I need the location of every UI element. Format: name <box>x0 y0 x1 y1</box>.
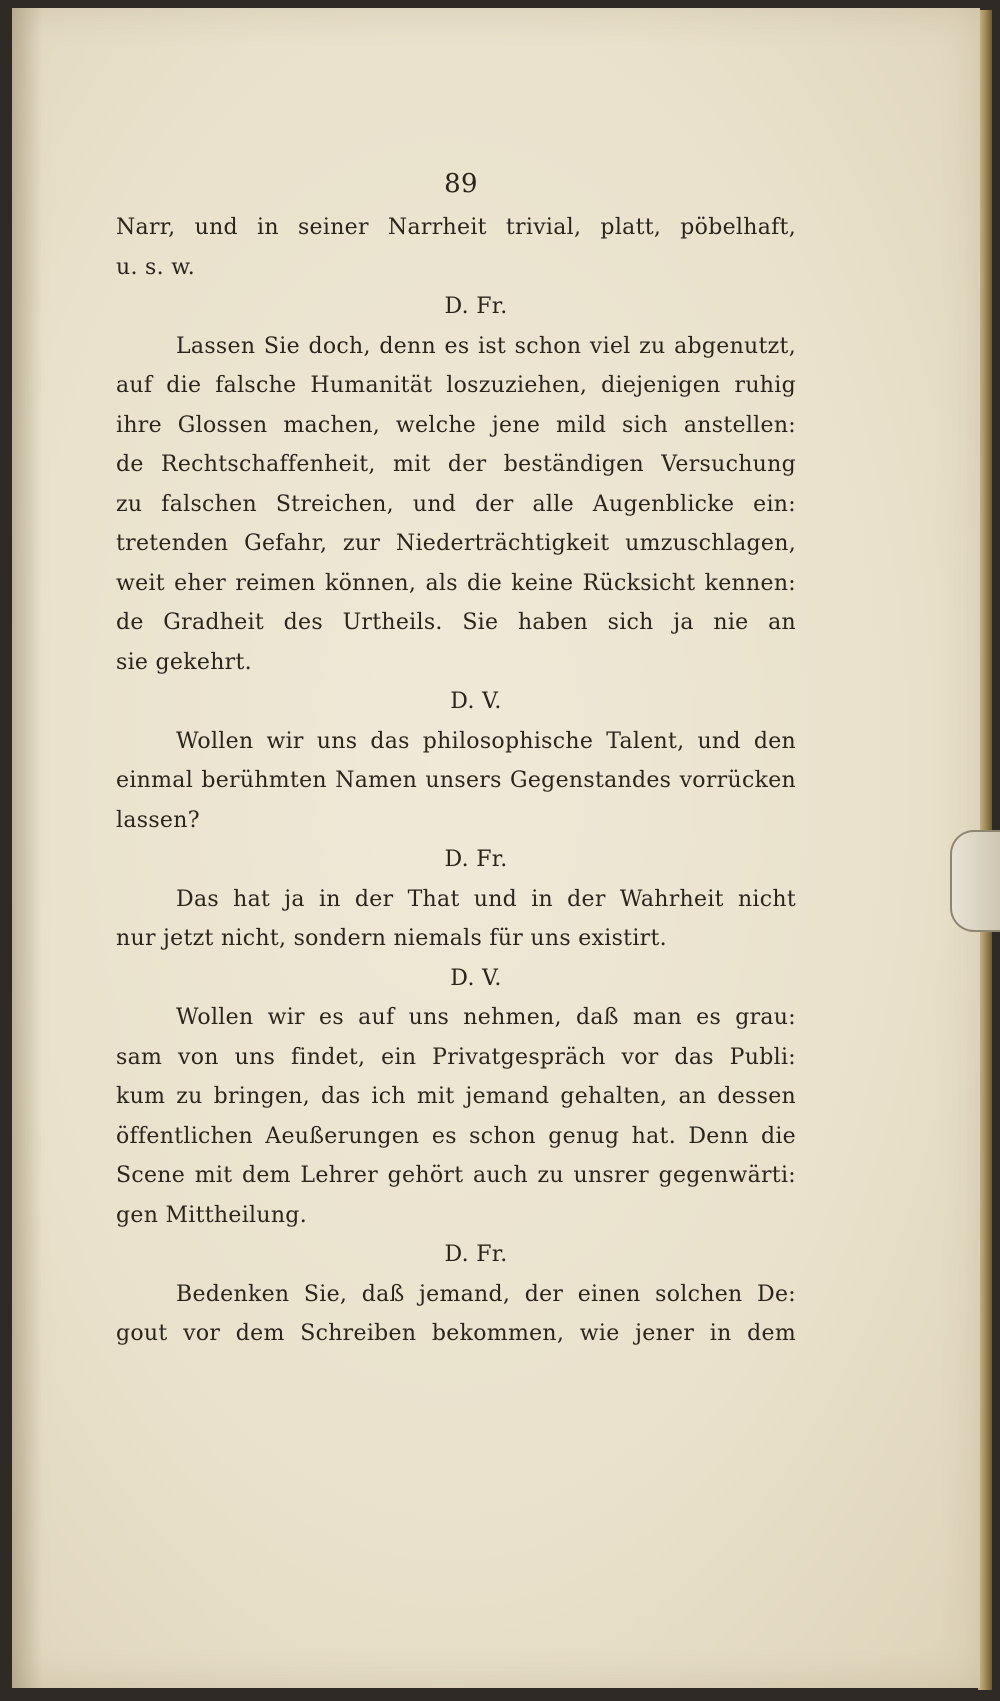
text-line: Lassen Sie doch, denn es ist schon viel zu abgenutzt, <box>176 333 796 359</box>
text-line: sam von uns findet, ein Privatgespräch vor das Publi: <box>116 1044 796 1070</box>
text-line: auf die falsche Humanität loszuziehen, diejenigen ruhig <box>116 373 796 398</box>
text-line: Wollen wir uns das philosophische Talent, und den <box>176 728 796 754</box>
text-line: zu falschen Streichen, und der alle Augenblicke ein: <box>116 491 796 517</box>
text-line: nur jetzt nicht, sondern niemals für uns existirt. <box>116 926 667 951</box>
bookmark-tab <box>950 830 1000 932</box>
text-lines <box>116 208 796 1354</box>
page-text <box>116 160 796 1354</box>
speaker-label: D. Fr. <box>444 294 508 319</box>
text-line: Das hat ja in der That und in der Wahrheit nicht <box>176 886 796 912</box>
text-line: lassen? <box>116 807 200 833</box>
page-number: 89 <box>444 169 478 199</box>
text-line: tretenden Gefahr, zur Niederträchtigkeit umzuschlagen, <box>116 531 796 556</box>
text-line: de Rechtschaffenheit, mit der beständigen Versuchung <box>116 452 796 477</box>
text-line: ihre Glossen machen, welche jene mild sich anstellen: <box>116 412 796 438</box>
text-line: öffentlichen Aeußerungen es schon genug hat. Denn die <box>116 1123 796 1149</box>
text-line: einmal berühmten Namen unsers Gegenstandes vorrücken <box>116 768 796 793</box>
text-line: gout vor dem Schreiben bekommen, wie jener in dem <box>116 1321 796 1346</box>
speaker-label: D. V. <box>450 965 502 991</box>
text-line: Scene mit dem Lehrer gehört auch zu unsrer gegenwärti: <box>116 1163 796 1188</box>
speaker-label: D. Fr. <box>444 847 508 872</box>
text-line: Bedenken Sie, daß jemand, der einen solchen De: <box>176 1281 796 1307</box>
speaker-label: D. Fr. <box>444 1242 508 1267</box>
text-line: Wollen wir es auf uns nehmen, daß man es grau: <box>176 1005 796 1030</box>
text-line: gen Mittheilung. <box>116 1202 307 1228</box>
text-line: kum zu bringen, das ich mit jemand gehalten, an dessen <box>116 1084 796 1109</box>
text-line: weit eher reimen können, als die keine Rücksicht kennen: <box>116 570 796 596</box>
gutter-shadow <box>12 8 42 1688</box>
text-line: Narr, und in seiner Narrheit trivial, platt, pöbelhaft, <box>116 215 796 240</box>
text-line: u. s. w. <box>116 254 196 280</box>
text-line: de Gradheit des Urtheils. Sie haben sich ja nie an <box>116 610 796 635</box>
text-line: sie gekehrt. <box>116 649 252 675</box>
speaker-label: D. V. <box>450 689 502 714</box>
